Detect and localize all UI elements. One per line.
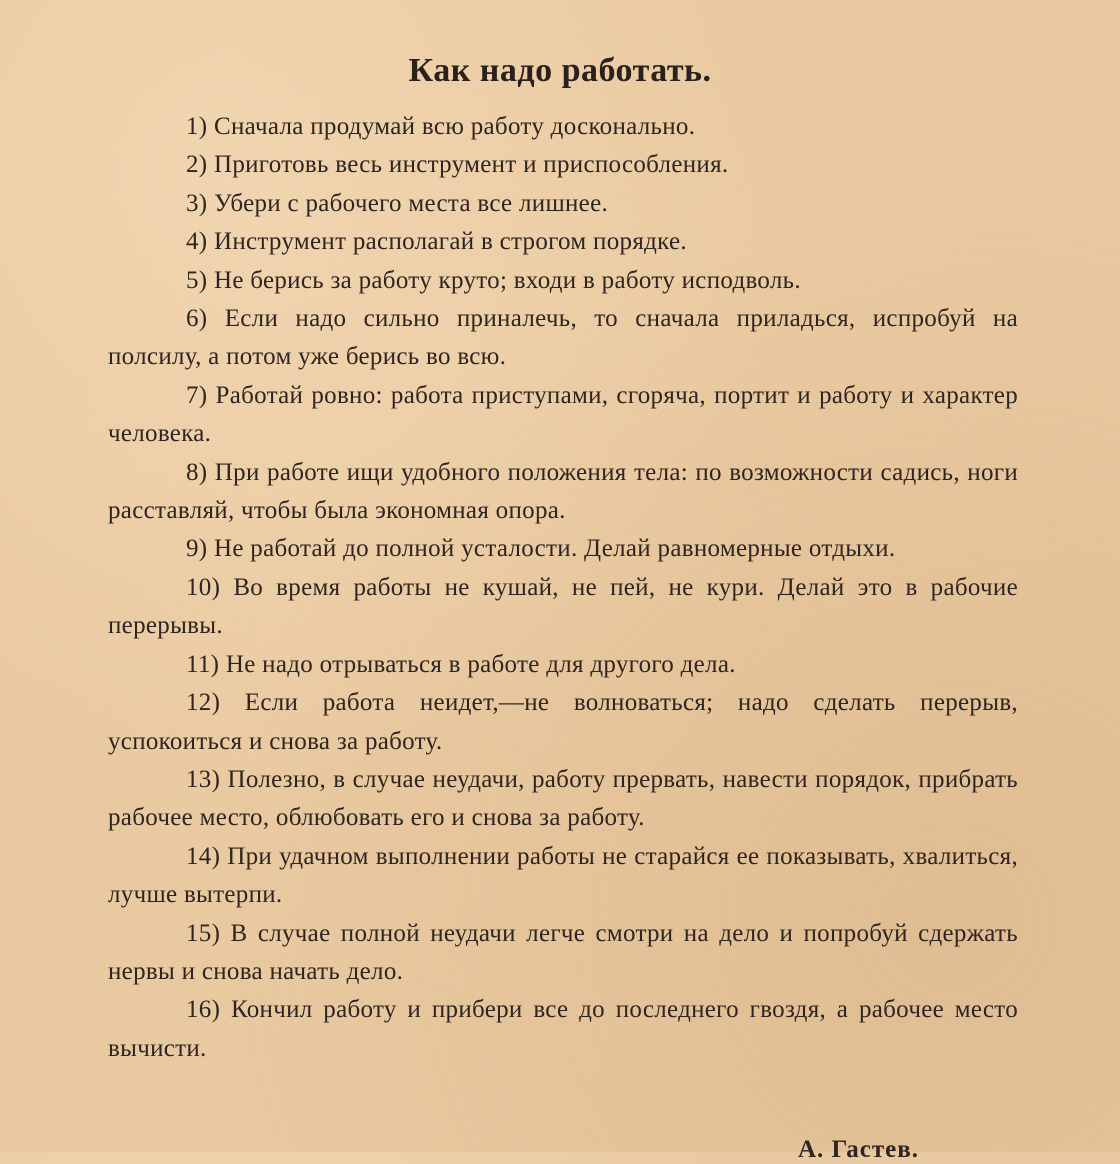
rule-item: 16) Кончил работу и прибери все до последнего гвоздя, а рабочее место вычисти. <box>108 996 1018 1062</box>
rule-item: 2) Приготовь весь инструмент и приспособления. <box>186 151 729 179</box>
rule-item: 12) Если работа неидет,—не волноваться; надо сделать перерыв, успокоиться и снова за работу. <box>108 689 1018 755</box>
rule-item: 11) Не надо отрываться в работе для другого дела. <box>186 650 736 678</box>
rule-item: 8) При работе ищи удобного положения тела: по возможности садись, ноги расставляй, чтобы была экономная опора. <box>108 458 1018 525</box>
rule-item: 14) При удачном выполнении работы не старайся ее показывать, хвалиться, лучше вытерпи. <box>108 842 1018 909</box>
rule-item: 3) Убери с рабочего места все лишнее. <box>186 189 609 217</box>
rule-item: 4) Инструмент располагай в строгом порядке. <box>186 228 687 256</box>
rule-item: 9) Не работай до полной усталости. Делай равномерные отдыхи. <box>186 535 896 563</box>
author-signature: А. Гастев. <box>798 1136 919 1163</box>
rule-item: 13) Полезно, в случае неудачи, работу прервать, навести порядок, прибрать рабочее место, облюбовать его и снова за работу. <box>108 765 1018 832</box>
rule-item: 7) Работай ровно: работа приступами, сгоряча, портит и работу и характер человека. <box>108 381 1018 448</box>
rule-item: 10) Во время работы не кушай, не пей, не кури. Делай это в рабочие перерывы. <box>108 573 1018 640</box>
rule-item: 15) В случае полной неудачи легче смотри на дело и попробуй сдержать нервы и снова начать дело. <box>108 919 1018 985</box>
rule-item: 6) Если надо сильно приналечь, то сначала приладься, испробуй на полсилу, а потом уже берись во всю. <box>108 305 1018 371</box>
rule-item: 1) Сначала продумай всю работу досконально. <box>186 113 696 140</box>
rule-item: 5) Не берись за работу круто; входи в работу исподволь. <box>186 266 801 294</box>
document-title: Как надо работать. <box>408 52 712 89</box>
rules-list <box>108 108 1018 1068</box>
